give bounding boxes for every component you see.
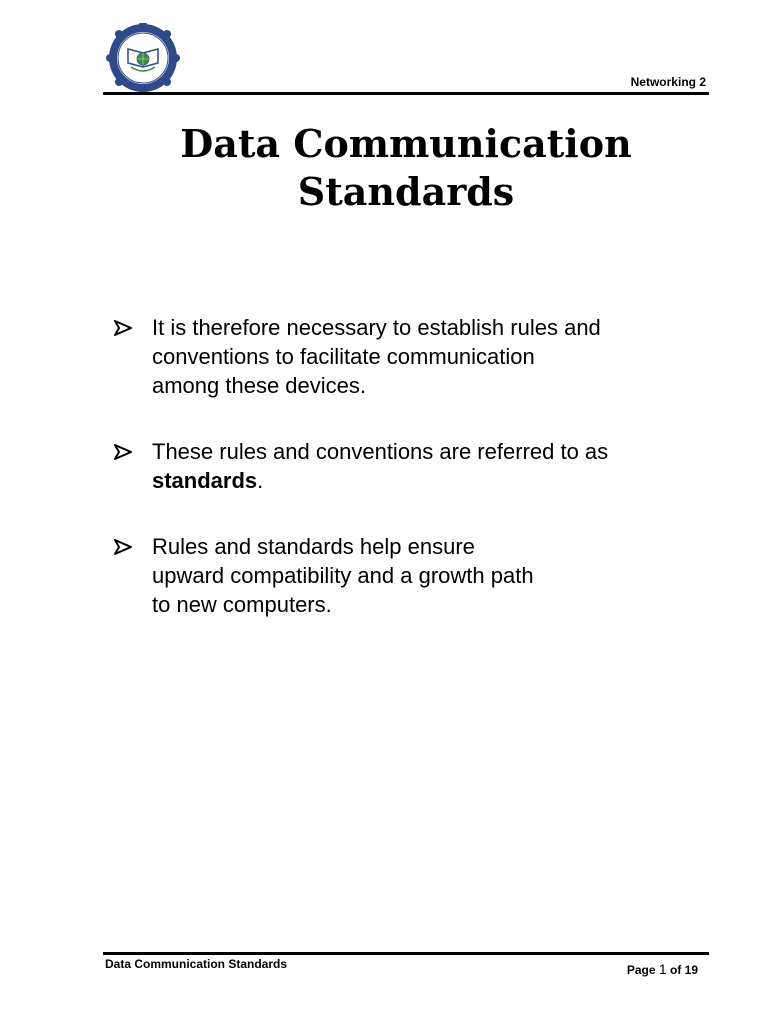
bullet-text-line: upward compatibility and a growth path	[152, 563, 534, 588]
page-number: 1	[658, 961, 667, 977]
bullet-item-3	[113, 532, 703, 619]
bullet-list	[113, 313, 703, 656]
footer-rule	[103, 952, 709, 955]
arrow-bullet-icon	[113, 443, 133, 461]
bullet-text-line: among these devices.	[152, 373, 367, 398]
title-line-1: Data Communication	[180, 121, 632, 166]
course-name: Networking 2	[630, 75, 706, 89]
page-label: Page	[626, 963, 656, 977]
footer-doc-title: Data Communication Standards	[105, 957, 288, 971]
punctuation: .	[257, 468, 264, 493]
bullet-text-line: These rules and conventions are referred to as	[152, 439, 609, 464]
bullet-text-line: conventions to facilitate communication	[152, 344, 535, 369]
page-indicator	[627, 961, 698, 977]
bullet-item-1	[113, 313, 703, 400]
arrow-bullet-icon	[113, 538, 133, 556]
title-line-2: Standards	[297, 169, 515, 214]
college-seal-logo	[101, 23, 185, 93]
page-title	[103, 120, 709, 216]
bullet-item-2	[113, 437, 703, 495]
bold-term: standards	[152, 468, 258, 493]
bullet-text-line	[152, 466, 703, 495]
bullet-text-line: Rules and standards help ensure	[152, 534, 475, 559]
page-total: of 19	[669, 963, 698, 977]
header-rule	[103, 92, 709, 95]
bullet-text-line: It is therefore necessary to establish rules and	[152, 315, 601, 340]
bullet-text-line: to new computers.	[152, 592, 332, 617]
arrow-bullet-icon	[113, 319, 133, 337]
